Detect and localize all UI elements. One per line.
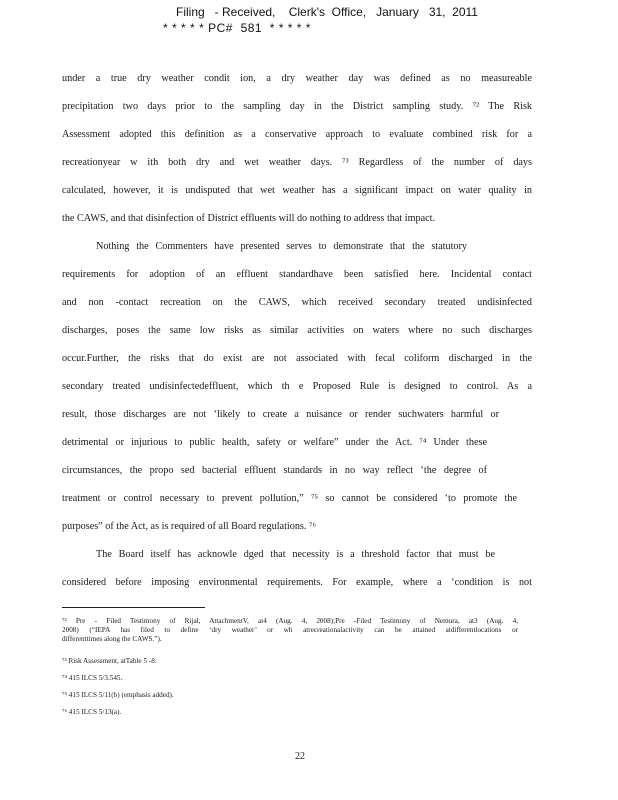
body-line: and non -contact recreation on the CAWS, which received secondary treated undisinfected — [62, 297, 532, 308]
body-line: occur.Further, the risks that do exist are not associated with fecal coliform discharged in the — [62, 353, 532, 364]
footnote-72-continued: differenttimes along the CAWS.”). — [62, 635, 162, 643]
page-number: 22 — [295, 751, 305, 762]
paragraph-start-line: The Board itself has acknowle dged that necessity is a threshold factor that must be — [96, 549, 495, 560]
paragraph-start-line: Nothing the Commenters have presented serves to demonstrate that the statutory — [96, 241, 467, 252]
body-line: the CAWS, and that disinfection of District effluents will do nothing to address that impact. — [62, 213, 436, 224]
body-line: purposes” of the Act, as is required of all Board regulations. ⁷⁶ — [62, 521, 317, 532]
footnote-72-continued: 2008) (“IEPA has filed to define ‘dry weather’ or wh atrecreationalactivity can be attained atdifferentlocations or — [62, 626, 518, 634]
footnote-73: ⁷³ Risk Assessment, atTable 5 -8. — [62, 657, 157, 665]
body-line: calculated, however, it is undisputed that wet weather has a significant impact on water quality in — [62, 185, 532, 196]
body-line: precipitation two days prior to the sampling day in the District sampling study. ⁷² The Risk — [62, 101, 532, 112]
footnote-72: ⁷² Pre - Filed Testimony of Rijal, AttachmentV, at4 (Aug. 4, 2008);Pre -Filed Testimony of Nemura, at3 (Aug. 4, — [62, 617, 518, 625]
footnote-75: ⁷⁵ 415 ILCS 5/11(b) (emphasis added). — [62, 691, 174, 699]
body-line: treatment or control necessary to prevent pollution,” ⁷⁵ so cannot be considered ‘to promote the — [62, 493, 517, 504]
body-line: result, those discharges are not ‘likely to create a nuisance or render suchwaters harmful or — [62, 409, 499, 420]
body-line: circumstances, the propo sed bacterial effluent standards in no way reflect ‘the degree of — [62, 465, 487, 476]
body-line: requirements for adoption of an effluent standardhave been satisfied here. Incidental contact — [62, 269, 532, 280]
body-line: Assessment adopted this definition as a conservative approach to evaluate combined risk for a — [62, 129, 532, 140]
footnote-separator — [62, 607, 205, 608]
pc-number-header: * * * * * PC# 581 * * * * * — [163, 21, 311, 35]
footnote-74: ⁷⁴ 415 ILCS 5/3.545. — [62, 674, 123, 682]
body-line: discharges, poses the same low risks as similar activities on waters where no such discharges — [62, 325, 532, 336]
footnote-76: ⁷⁶ 415 ILCS 5/13(a). — [62, 708, 122, 716]
body-line: detrimental or injurious to public health, safety or welfare” under the Act. ⁷⁴ Under these — [62, 437, 487, 448]
body-line: recreationyear w ith both dry and wet weather days. ⁷³ Regardless of the number of days — [62, 157, 532, 168]
body-line: considered before imposing environmental requirements. For example, where a ‘condition is not — [62, 577, 532, 588]
body-line: under a true dry weather condit ion, a dry weather day was defined as no measureable — [62, 73, 532, 84]
filing-header: Filing - Received, Clerk's Office, January 31, 2011 — [176, 5, 478, 19]
body-line: secondary treated undisinfectedeffluent, which th e Proposed Rule is designed to control. As a — [62, 381, 532, 392]
